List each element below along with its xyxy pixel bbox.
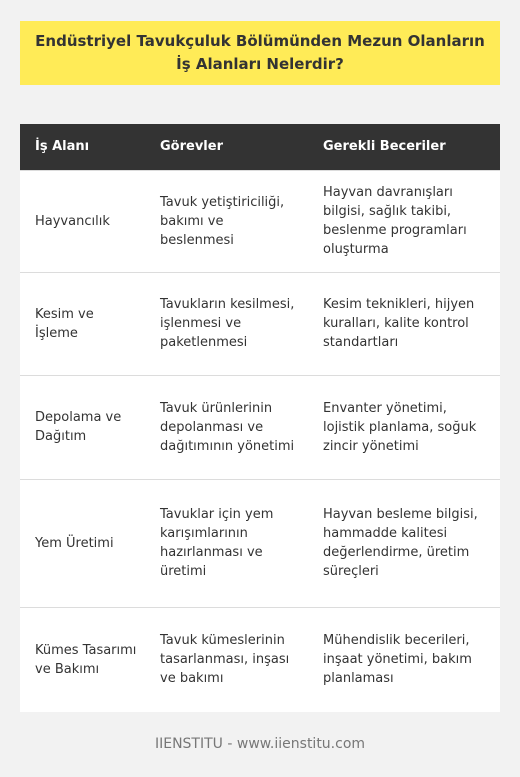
- header-is-alani: İş Alanı: [20, 124, 144, 170]
- cell-is-alani: Depolama ve Dağıtım: [20, 375, 144, 479]
- cell-beceriler: Mühendislik becerileri, inşaat yönetimi, bakım planlaması: [307, 607, 500, 712]
- cell-gorevler: Tavuk kümeslerinin tasarlanması, inşası ve bakımı: [144, 607, 307, 712]
- cell-gorevler: Tavukların kesilmesi, işlenmesi ve paketlenmesi: [144, 272, 307, 375]
- cell-beceriler: Hayvan besleme bilgisi, hammadde kalitesi değerlendirme, üretim süreçleri: [307, 479, 500, 607]
- table-row: [20, 375, 500, 479]
- cell-beceriler: Kesim teknikleri, hijyen kuralları, kalite kontrol standartları: [307, 272, 500, 375]
- cell-beceriler: Envanter yönetimi, lojistik planlama, soğuk zincir yönetimi: [307, 375, 500, 479]
- cell-gorevler: Tavuk yetiştiriciliği, bakımı ve beslenmesi: [144, 170, 307, 272]
- page-title: Endüstriyel Tavukçuluk Bölümünden Mezun Olanların İş Alanları Nelerdir?: [35, 32, 485, 73]
- cell-is-alani: Kesim ve İşleme: [20, 272, 144, 375]
- header-gorevler: Görevler: [144, 124, 307, 170]
- table-row: [20, 479, 500, 607]
- table-header-row: [20, 124, 500, 170]
- table-row: [20, 272, 500, 375]
- cell-gorevler: Tavuk ürünlerinin depolanması ve dağıtımının yönetimi: [144, 375, 307, 479]
- job-areas-table: [20, 124, 500, 712]
- cell-beceriler: Hayvan davranışları bilgisi, sağlık takibi, beslenme programları oluşturma: [307, 170, 500, 272]
- cell-gorevler: Tavuklar için yem karışımlarının hazırlanması ve üretimi: [144, 479, 307, 607]
- footer-credit: IIENSTITU - www.iienstitu.com: [154, 736, 366, 752]
- table-row: [20, 170, 500, 272]
- title-banner: [20, 21, 500, 85]
- header-gerekli-beceriler: Gerekli Beceriler: [307, 124, 500, 170]
- table-row: [20, 607, 500, 712]
- cell-is-alani: Yem Üretimi: [20, 479, 144, 607]
- cell-is-alani: Kümes Tasarımı ve Bakımı: [20, 607, 144, 712]
- cell-is-alani: Hayvancılık: [20, 170, 144, 272]
